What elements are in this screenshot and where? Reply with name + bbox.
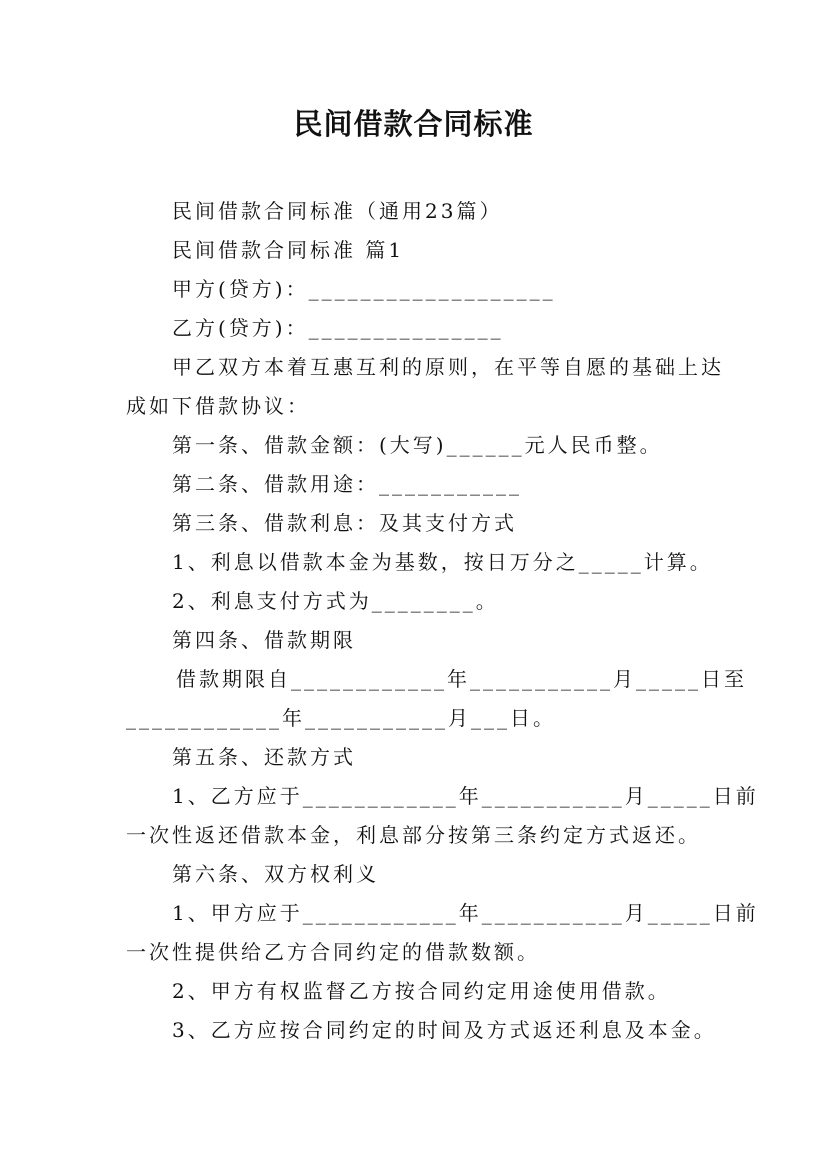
article-6: 第六条、双方权利义 bbox=[172, 862, 379, 886]
article-4: 第四条、借款期限 bbox=[172, 628, 356, 652]
article-1: 第一条、借款金额：(大写)______元人民币整。 bbox=[172, 433, 663, 457]
article-6-item-1: 1、甲方应于____________年___________月_____日前 bbox=[172, 901, 759, 925]
subtitle-line: 民间借款合同标准（通用23篇） bbox=[172, 199, 503, 223]
article-6-item-1-cont: 一次性提供给乙方合同约定的借款数额。 bbox=[126, 940, 540, 964]
article-4-term: 借款期限自____________年___________月_____日至 bbox=[176, 667, 747, 691]
preamble-line-cont: 成如下借款协议： bbox=[126, 394, 310, 418]
article-6-item-2: 2、甲方有权监督乙方按合同约定用途使用借款。 bbox=[172, 979, 671, 1003]
article-4-term-cont: ____________年___________月___日。 bbox=[126, 706, 556, 730]
preamble-line: 甲乙双方本着互惠互利的原则，在平等自愿的基础上达 bbox=[172, 355, 724, 379]
section-heading: 民间借款合同标准 篇1 bbox=[172, 238, 405, 262]
article-3-item-2: 2、利息支付方式为________。 bbox=[172, 589, 499, 613]
article-3: 第三条、借款利息：及其支付方式 bbox=[172, 511, 517, 535]
party-b-line: 乙方(贷方)：_______________ bbox=[172, 316, 504, 340]
article-2: 第二条、借款用途：___________ bbox=[172, 472, 522, 496]
article-6-item-3: 3、乙方应按合同约定的时间及方式返还利息及本金。 bbox=[172, 1018, 717, 1042]
article-5-item-1: 1、乙方应于____________年___________月_____日前 bbox=[172, 784, 759, 808]
party-a-line: 甲方(贷方)：___________________ bbox=[172, 277, 556, 301]
article-5-item-1-cont: 一次性返还借款本金，利息部分按第三条约定方式返还。 bbox=[126, 823, 701, 847]
document-title: 民间借款合同标准 bbox=[293, 107, 534, 141]
article-5: 第五条、还款方式 bbox=[172, 745, 356, 769]
article-3-item-1: 1、利息以借款本金为基数，按日万分之_____计算。 bbox=[172, 550, 713, 574]
